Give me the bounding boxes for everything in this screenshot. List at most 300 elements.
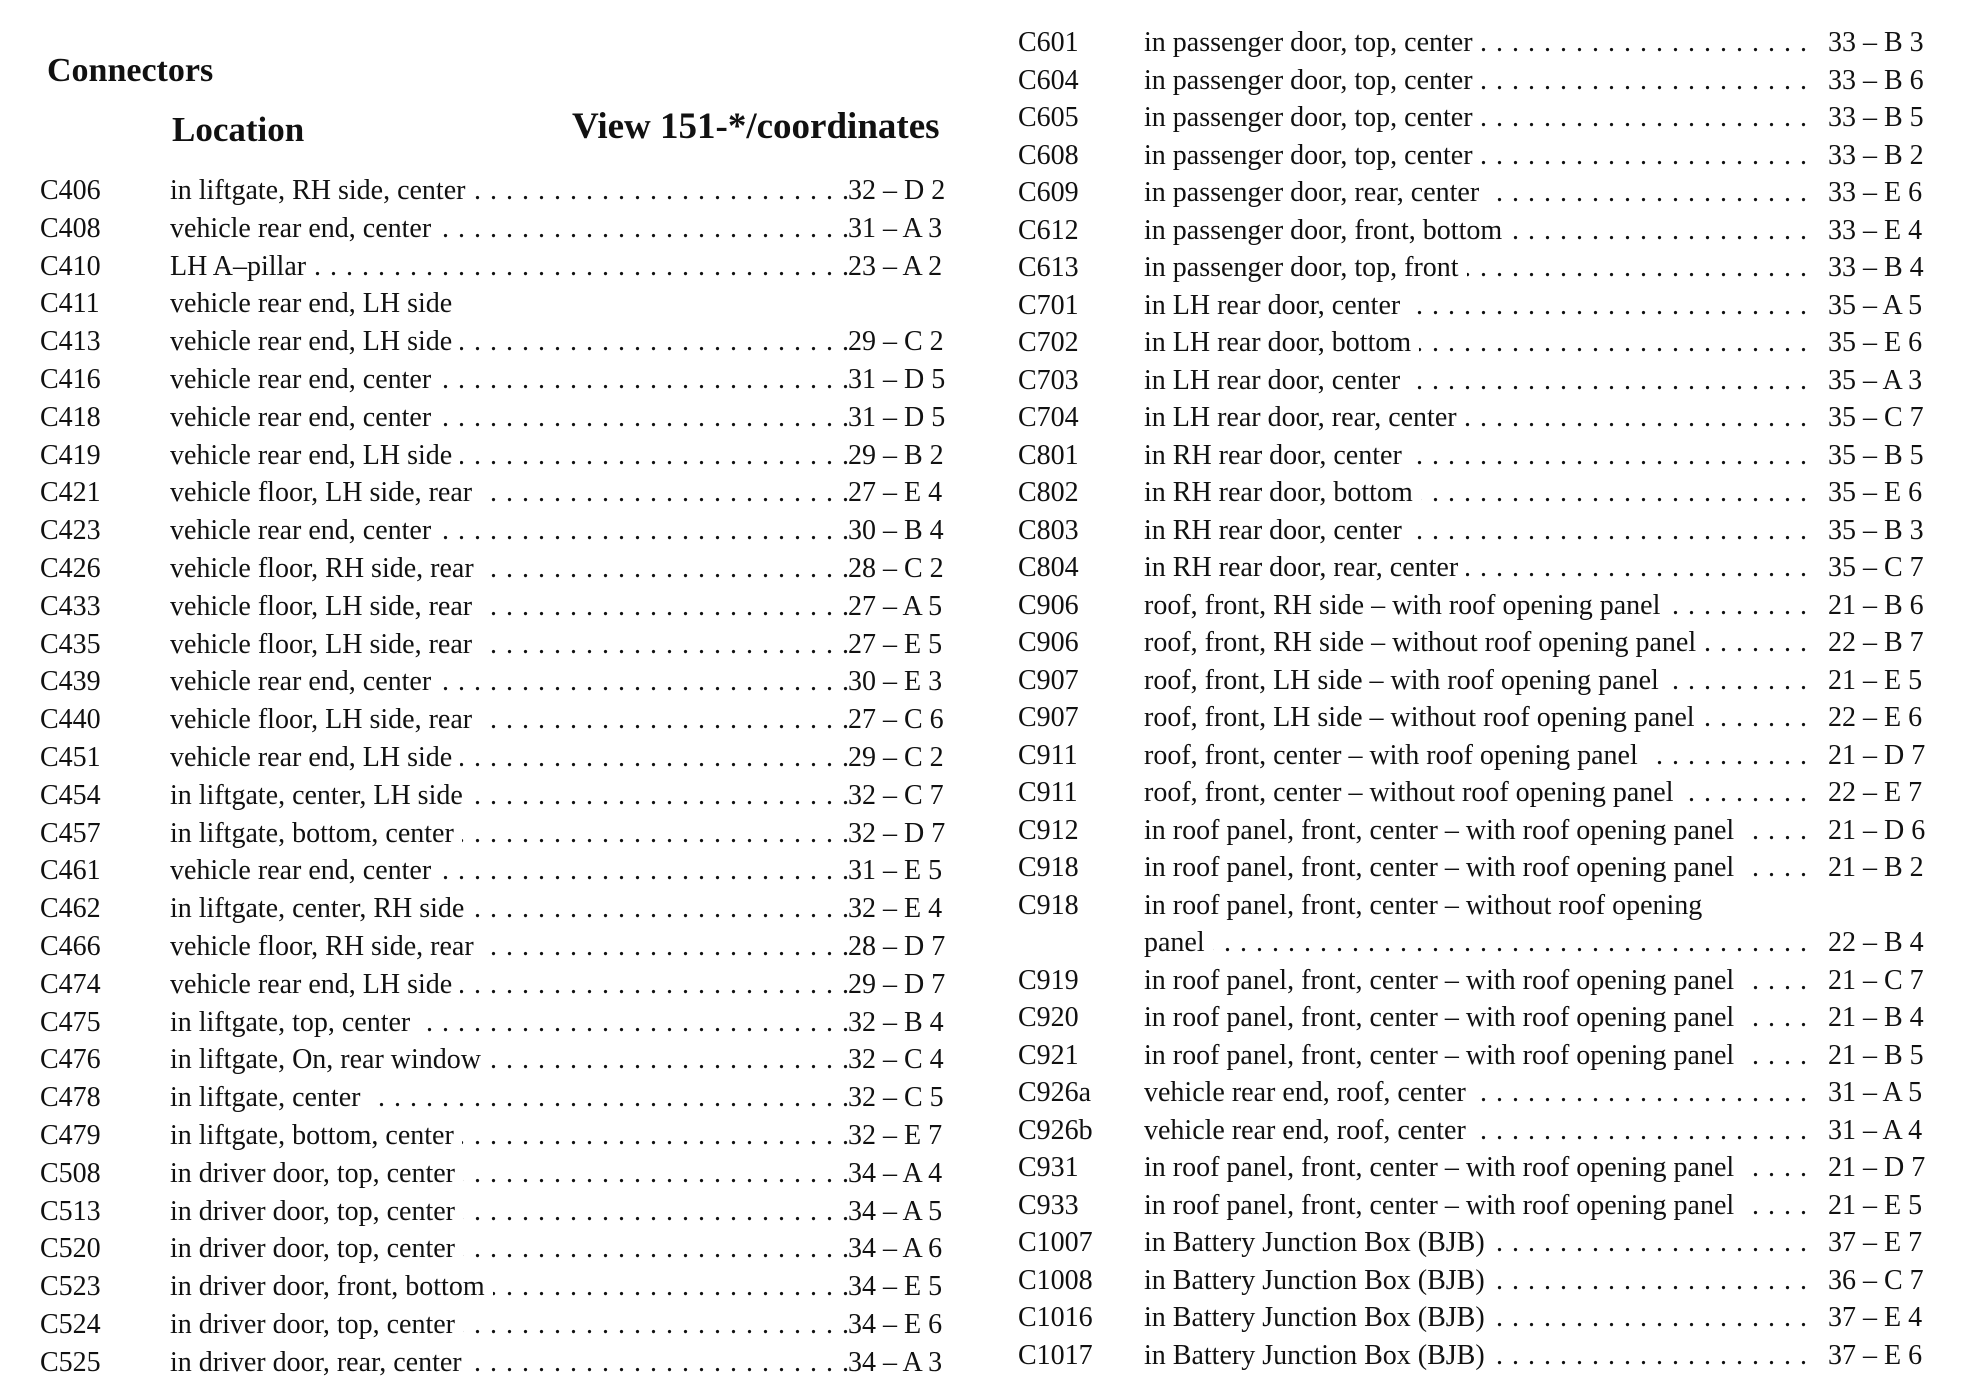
view-coordinate: 21 – E 5: [1828, 1189, 1923, 1221]
connector-location-text: in passenger door, top, center: [1144, 27, 1481, 58]
view-coordinate: 37 – E 6: [1828, 1339, 1923, 1371]
connector-location-text: in LH rear door, center: [1144, 290, 1408, 321]
connector-row: [1018, 962, 1948, 1000]
connector-code: C479: [40, 1120, 101, 1151]
connector-row: [40, 285, 960, 323]
connector-row: [1018, 849, 1948, 887]
view-coordinate: 21 – B 2: [1828, 852, 1924, 883]
connector-row: [1018, 474, 1948, 512]
location-column-header: Location: [172, 110, 305, 149]
connector-location-text: in roof panel, front, center – with roof opening panel: [1144, 1190, 1742, 1221]
connector-location-text: in Battery Junction Box (BJB): [1144, 1302, 1493, 1333]
view-coordinate: 33 – E 6: [1828, 177, 1923, 208]
connector-code: C1016: [1018, 1302, 1093, 1333]
view-coordinate: 31 – E 5: [848, 855, 943, 887]
connector-location-text: vehicle floor, LH side, rear: [170, 591, 480, 622]
connector-row: [1018, 587, 1948, 625]
connector-row: [40, 777, 960, 815]
connector-location-text: in LH rear door, rear, center: [1144, 402, 1465, 433]
connector-location-text: vehicle floor, LH side, rear: [170, 477, 480, 508]
view-coordinate: 34 – E 5: [848, 1271, 943, 1303]
connector-location: [1144, 512, 1814, 550]
connector-location-text: vehicle rear end, LH side: [170, 969, 460, 1000]
connector-location: [170, 437, 860, 475]
connector-location-text: vehicle rear end, LH side: [170, 440, 460, 471]
connector-location-text: vehicle floor, RH side, rear: [170, 931, 482, 962]
view-coordinate: 35 – E 6: [1828, 327, 1923, 358]
view-coordinate: 31 – D 5: [848, 401, 946, 433]
connector-code: C475: [40, 1006, 101, 1038]
connector-location: [1144, 737, 1814, 775]
connector-row: [40, 361, 960, 399]
view-coordinate: 32 – C 7: [848, 779, 944, 811]
connector-location: [1144, 1149, 1814, 1187]
connector-location: [170, 890, 860, 928]
view-coordinate: 35 – C 7: [1828, 402, 1924, 433]
view-coordinate: 31 – D 5: [848, 364, 946, 395]
view-coordinate: 31 – A 3: [848, 212, 943, 244]
connector-code: C413: [40, 326, 101, 358]
connector-row: [40, 1193, 960, 1231]
connector-code: C421: [40, 477, 101, 509]
connector-location: [170, 777, 860, 815]
connector-location: [170, 1344, 860, 1382]
connector-location: [1144, 699, 1814, 737]
connector-row: [1018, 1149, 1948, 1187]
view-coordinate: 30 – B 4: [848, 515, 944, 547]
connector-location-text: vehicle rear end, LH side: [170, 742, 460, 773]
connector-row: [40, 1117, 960, 1155]
connector-code: C801: [1018, 439, 1079, 471]
connector-code: C462: [40, 893, 101, 925]
connector-code: C406: [40, 175, 101, 206]
connector-code: C601: [1018, 27, 1079, 58]
connector-code: C411: [40, 288, 100, 320]
connector-location: [170, 210, 860, 248]
connector-location: [1144, 474, 1814, 512]
connector-location: [1144, 437, 1814, 475]
connector-location-text: in roof panel, front, center – with roof opening panel: [1144, 1040, 1742, 1071]
connector-row: [40, 1155, 960, 1193]
connector-code: C435: [40, 628, 101, 660]
connector-location: [1144, 174, 1814, 212]
view-coordinate: 32 – C 4: [848, 1044, 944, 1076]
connector-code: C478: [40, 1082, 101, 1114]
view-coordinate: 27 – C 6: [848, 704, 944, 736]
connector-location-text: vehicle rear end, center: [170, 402, 439, 433]
connector-row: [1018, 324, 1948, 362]
connector-code: C613: [1018, 252, 1079, 283]
connector-code: C604: [1018, 64, 1079, 96]
connector-location: [1144, 1299, 1814, 1337]
connector-row: [40, 1004, 960, 1042]
connector-location: [1144, 99, 1814, 137]
connector-code: C912: [1018, 814, 1079, 846]
connector-location: [1144, 999, 1814, 1037]
connector-location: [1144, 287, 1814, 325]
connector-row: [40, 1230, 960, 1268]
view-coordinate: 28 – C 2: [848, 553, 944, 584]
view-coordinate: 30 – E 3: [848, 666, 943, 698]
connector-location: [1144, 1112, 1814, 1150]
connector-location: [170, 1117, 860, 1155]
view-coordinate: 29 – B 2: [848, 439, 944, 471]
connector-location-text: vehicle rear end, LH side: [170, 326, 460, 357]
connector-row: [40, 663, 960, 701]
connector-location-text: in RH rear door, center: [1144, 515, 1410, 546]
connector-location-text: vehicle floor, RH side, rear: [170, 553, 482, 584]
connector-row: [40, 323, 960, 361]
connector-location: [1144, 1074, 1814, 1112]
view-coordinate: 21 – D 7: [1828, 739, 1926, 771]
connector-location-text: roof, front, center – without roof opening panel: [1144, 777, 1682, 808]
connector-row: [40, 210, 960, 248]
connector-row: [40, 701, 960, 739]
connector-location-text: in roof panel, front, center – with roof opening panel: [1144, 965, 1742, 996]
connector-location: [170, 626, 860, 664]
connector-location-text: in roof panel, front, center – with roof opening panel: [1144, 815, 1742, 846]
connector-location: [170, 1268, 860, 1306]
connector-location-text: in passenger door, front, bottom: [1144, 215, 1510, 246]
connector-location-text: vehicle rear end, roof, center: [1144, 1077, 1474, 1108]
connector-code: C931: [1018, 1152, 1079, 1183]
connector-location: [170, 399, 860, 437]
connector-row: [40, 1344, 960, 1382]
connector-location-text: in liftgate, bottom, center: [170, 818, 462, 849]
connector-code: C704: [1018, 402, 1079, 433]
view-coordinate: 22 – E 7: [1828, 777, 1923, 808]
connector-location-text: in liftgate, center, LH side: [170, 780, 471, 811]
connector-row: [1018, 1262, 1948, 1300]
connector-code: C461: [40, 855, 101, 887]
view-coordinate: 27 – A 5: [848, 590, 943, 622]
connector-location-text: in passenger door, top, center: [1144, 102, 1481, 133]
connector-location-text: LH A–pillar: [170, 251, 314, 282]
connector-location: [1144, 924, 1814, 962]
connector-row: [40, 437, 960, 475]
connector-location-text: roof, front, RH side – with roof opening panel: [1144, 590, 1668, 621]
connector-location: [1144, 849, 1814, 887]
connector-location: [170, 1230, 860, 1268]
connector-location: [170, 1004, 860, 1042]
connector-code: C926b: [1018, 1114, 1093, 1146]
view-coordinate: 28 – D 7: [848, 931, 946, 962]
connector-location: [170, 474, 860, 512]
view-coordinates-column-header: View 151-*/coordinates: [572, 106, 940, 147]
connector-location-text: vehicle rear end, LH side: [170, 288, 460, 319]
connector-code: C803: [1018, 514, 1079, 546]
connector-code: C474: [40, 968, 101, 1000]
connector-location-text: in liftgate, center: [170, 1082, 368, 1113]
connector-row: [40, 588, 960, 626]
connector-location-text: in driver door, top, center: [170, 1196, 463, 1227]
connector-row: [40, 928, 960, 966]
connector-location: [170, 815, 860, 853]
connector-location-text: in Battery Junction Box (BJB): [1144, 1265, 1493, 1296]
connector-row: [1018, 1112, 1948, 1150]
connector-row: [1018, 812, 1948, 850]
connector-location: [1144, 812, 1814, 850]
connector-code: C804: [1018, 552, 1079, 583]
connector-location: [170, 588, 860, 626]
view-coordinate: 32 – D 2: [848, 175, 946, 206]
view-coordinate: 21 – C 7: [1828, 964, 1924, 996]
connector-location: [1144, 624, 1814, 662]
connector-location: [1144, 1337, 1814, 1375]
connector-location: [170, 928, 860, 966]
connector-code: C423: [40, 515, 101, 547]
connector-location: [1144, 1224, 1814, 1262]
connector-location: [1144, 62, 1814, 100]
connector-row: [1018, 1187, 1948, 1225]
connector-location: [1144, 774, 1814, 812]
connector-row: [1018, 887, 1948, 925]
connector-location-text: in Battery Junction Box (BJB): [1144, 1340, 1493, 1371]
connector-location: [170, 739, 860, 777]
connector-location: [1144, 1037, 1814, 1075]
connector-code: C703: [1018, 364, 1079, 396]
view-coordinate: 21 – D 7: [1828, 1152, 1926, 1183]
connector-code: C410: [40, 250, 101, 282]
view-coordinate: 34 – E 6: [848, 1309, 943, 1340]
view-coordinate: 21 – D 6: [1828, 814, 1926, 846]
view-coordinate: 22 – B 7: [1828, 627, 1924, 658]
connector-location: [170, 323, 860, 361]
connector-row: [40, 890, 960, 928]
connector-code: C612: [1018, 214, 1079, 246]
connector-location-text: in driver door, top, center: [170, 1158, 463, 1189]
view-coordinate: 36 – C 7: [1828, 1264, 1924, 1296]
connector-row: [40, 1306, 960, 1344]
view-coordinate: 35 – B 5: [1828, 439, 1924, 471]
connector-code: C920: [1018, 1002, 1079, 1033]
connector-location-text: in roof panel, front, center – with roof opening panel: [1144, 1152, 1742, 1183]
connector-location: [1144, 962, 1814, 1000]
connector-row: [1018, 699, 1948, 737]
connector-location-text: roof, front, center – with roof opening panel: [1144, 740, 1646, 771]
view-coordinate: 21 – E 5: [1828, 664, 1923, 696]
connector-row: [1018, 1074, 1948, 1112]
connector-location-text: vehicle rear end, center: [170, 364, 439, 395]
section-title: Connectors: [47, 52, 214, 89]
connector-code: C926a: [1018, 1077, 1092, 1108]
view-coordinate: 35 – A 5: [1828, 289, 1923, 321]
connector-location-text: in RH rear door, rear, center: [1144, 552, 1466, 583]
view-coordinate: 23 – A 2: [848, 250, 943, 282]
connector-row: [40, 739, 960, 777]
connector-location-text: panel: [1144, 927, 1213, 958]
connector-code: C933: [1018, 1189, 1079, 1221]
connector-row: [1018, 1224, 1948, 1262]
connector-row: [1018, 1037, 1948, 1075]
connector-code: C454: [40, 779, 101, 811]
connector-code: C418: [40, 401, 101, 433]
connector-location: [170, 1079, 860, 1117]
connector-row: [1018, 437, 1948, 475]
view-coordinate: 35 – E 6: [1828, 477, 1923, 508]
view-coordinate: 34 – A 5: [848, 1195, 943, 1227]
connector-code: C906: [1018, 589, 1079, 621]
connector-row: [1018, 662, 1948, 700]
connector-code: C416: [40, 364, 101, 395]
connector-location-text: vehicle floor, LH side, rear: [170, 629, 480, 660]
view-coordinate: 35 – B 3: [1828, 514, 1924, 546]
view-coordinate: 27 – E 5: [848, 628, 943, 660]
connector-code: C921: [1018, 1039, 1079, 1071]
connector-location-text: in RH rear door, bottom: [1144, 477, 1421, 508]
connector-code: C605: [1018, 102, 1079, 133]
view-coordinate: 32 – E 7: [848, 1120, 943, 1151]
connector-row: [1018, 399, 1948, 437]
connector-code: C426: [40, 553, 101, 584]
connector-location: [170, 663, 860, 701]
connector-location-text: vehicle floor, LH side, rear: [170, 704, 480, 735]
connector-location: [1144, 1262, 1814, 1300]
connector-row: [1018, 924, 1948, 962]
connector-location-text: vehicle rear end, center: [170, 515, 439, 546]
connector-row: [1018, 212, 1948, 250]
connector-code: C906: [1018, 627, 1079, 658]
connector-location-text: vehicle rear end, center: [170, 213, 439, 244]
connector-location-text: in LH rear door, center: [1144, 365, 1408, 396]
connector-code: C609: [1018, 177, 1079, 208]
connector-location-text: in roof panel, front, center – with roof opening panel: [1144, 1002, 1742, 1033]
connector-location-text: in liftgate, center, RH side: [170, 893, 472, 924]
view-coordinate: 32 – C 5: [848, 1082, 944, 1114]
connector-code: C525: [40, 1346, 101, 1378]
view-coordinate: 32 – D 7: [848, 817, 946, 849]
connector-code: C1017: [1018, 1339, 1093, 1371]
view-coordinate: 22 – E 6: [1828, 702, 1923, 733]
view-coordinate: 32 – E 4: [848, 893, 943, 925]
connector-location-text: in passenger door, top, center: [1144, 140, 1481, 171]
view-coordinate: 22 – B 4: [1828, 927, 1924, 958]
connector-location: [170, 966, 860, 1004]
view-coordinate: 33 – B 5: [1828, 102, 1924, 133]
connector-code: C513: [40, 1195, 101, 1227]
connector-code: C608: [1018, 139, 1079, 171]
connector-location: [1144, 887, 1814, 925]
connector-row: [1018, 512, 1948, 550]
connector-row: [1018, 362, 1948, 400]
connector-location: [1144, 212, 1814, 250]
connector-row: [40, 1268, 960, 1306]
connector-location-text: in roof panel, front, center – without roof opening: [1144, 890, 1710, 921]
connector-row: [40, 1079, 960, 1117]
connector-code: C523: [40, 1271, 101, 1303]
connector-code: C524: [40, 1309, 101, 1340]
connector-location-text: in driver door, top, center: [170, 1233, 463, 1264]
view-coordinate: 33 – B 6: [1828, 64, 1924, 96]
connector-code: C911: [1018, 777, 1078, 808]
view-coordinate: 33 – B 4: [1828, 252, 1924, 283]
connector-location-text: in driver door, front, bottom: [170, 1271, 493, 1302]
connector-row: [1018, 737, 1948, 775]
connector-row: [40, 626, 960, 664]
connector-row: [40, 852, 960, 890]
connector-row: [1018, 774, 1948, 812]
view-coordinate: 21 – B 6: [1828, 589, 1924, 621]
connector-location: [170, 361, 860, 399]
connector-code: C918: [1018, 852, 1079, 883]
connector-row: [1018, 999, 1948, 1037]
connector-row: [40, 474, 960, 512]
connector-row: [40, 1041, 960, 1079]
view-coordinate: 32 – B 4: [848, 1006, 944, 1038]
view-coordinate: 29 – C 2: [848, 742, 944, 773]
connector-row: [1018, 287, 1948, 325]
connector-location: [1144, 399, 1814, 437]
view-coordinate: 33 – E 4: [1828, 214, 1923, 246]
connector-code: C802: [1018, 477, 1079, 508]
view-coordinate: 31 – A 5: [1828, 1077, 1923, 1108]
connector-code: C476: [40, 1044, 101, 1076]
view-coordinate: 27 – E 4: [848, 477, 943, 509]
view-coordinate: 34 – A 3: [848, 1346, 943, 1378]
connector-location-text: in Battery Junction Box (BJB): [1144, 1227, 1493, 1258]
connector-location-text: in RH rear door, center: [1144, 440, 1410, 471]
view-coordinate: 35 – C 7: [1828, 552, 1924, 583]
connector-code: C466: [40, 931, 101, 962]
connector-code: C451: [40, 742, 101, 773]
connector-code: C919: [1018, 964, 1079, 996]
connector-code: C911: [1018, 739, 1078, 771]
connector-location: [1144, 24, 1814, 62]
connector-location: [170, 285, 860, 323]
view-coordinate: 34 – A 6: [848, 1233, 943, 1265]
connector-row: [1018, 62, 1948, 100]
connector-code: C508: [40, 1157, 101, 1189]
connector-location: [170, 172, 860, 210]
view-coordinate: 21 – B 4: [1828, 1002, 1924, 1033]
connector-row: [1018, 249, 1948, 287]
view-coordinate: 21 – B 5: [1828, 1039, 1924, 1071]
connector-code: C702: [1018, 327, 1079, 358]
connector-location: [1144, 137, 1814, 175]
connector-code: C433: [40, 590, 101, 622]
connector-location: [1144, 1187, 1814, 1225]
connector-location-text: vehicle rear end, center: [170, 855, 439, 886]
connector-location-text: in passenger door, top, center: [1144, 65, 1481, 96]
connector-location: [170, 1155, 860, 1193]
connector-row: [40, 815, 960, 853]
connector-location: [170, 1193, 860, 1231]
view-coordinate: 37 – E 4: [1828, 1302, 1923, 1333]
view-coordinate: 33 – B 2: [1828, 139, 1924, 171]
connector-location-text: in passenger door, top, front: [1144, 252, 1467, 283]
connector-code: C907: [1018, 702, 1079, 733]
connector-location: [1144, 324, 1814, 362]
connector-location: [170, 512, 860, 550]
connector-location: [170, 248, 860, 286]
view-coordinate: 31 – A 4: [1828, 1114, 1923, 1146]
connector-code: C520: [40, 1233, 101, 1265]
connector-row: [1018, 24, 1948, 62]
connector-location: [1144, 362, 1814, 400]
connector-code: C1008: [1018, 1264, 1093, 1296]
connector-row: [40, 248, 960, 286]
view-coordinate: 37 – E 7: [1828, 1227, 1923, 1258]
connector-location: [1144, 662, 1814, 700]
connector-code: C419: [40, 439, 101, 471]
connector-row: [40, 512, 960, 550]
connector-row: [1018, 624, 1948, 662]
connector-code: C1007: [1018, 1227, 1093, 1258]
connector-row: [1018, 99, 1948, 137]
connector-code: C439: [40, 666, 101, 698]
connector-location-text: in liftgate, bottom, center: [170, 1120, 462, 1151]
connector-location-text: in driver door, top, center: [170, 1309, 463, 1340]
